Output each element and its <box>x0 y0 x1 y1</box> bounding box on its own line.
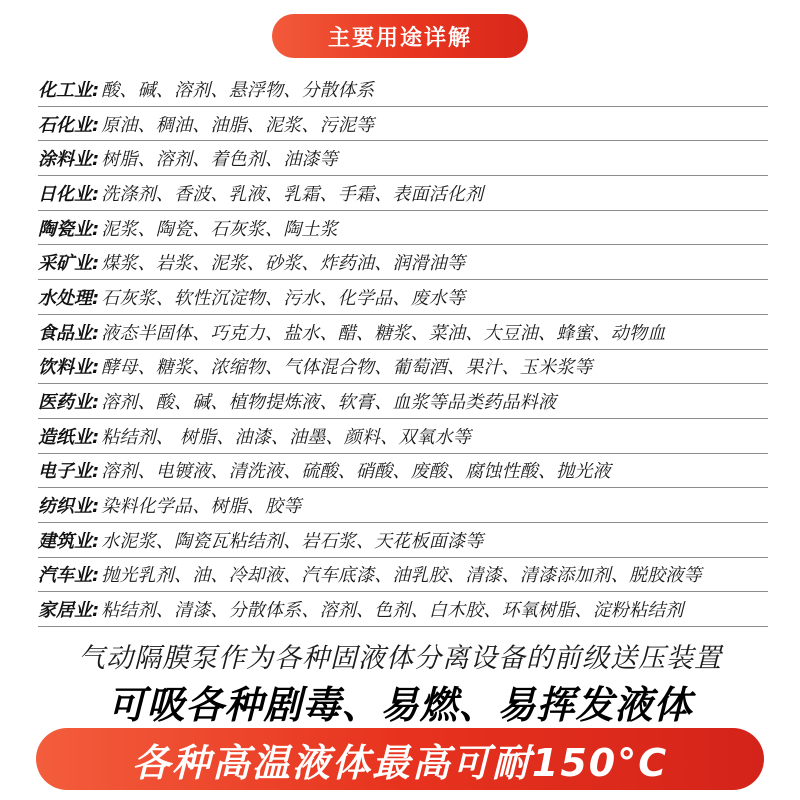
industry-row <box>38 523 768 558</box>
industry-name: 建筑业: <box>38 530 100 552</box>
industry-row <box>38 141 768 176</box>
industry-row <box>38 384 768 419</box>
industry-uses: 溶剂、电镀液、清洗液、硫酸、硝酸、废酸、腐蚀性酸、抛光液 <box>101 461 611 483</box>
industry-name: 陶瓷业: <box>38 218 100 240</box>
industry-uses: 粘结剂、 树脂、油漆、油墨、颜料、双氧水等 <box>101 426 472 448</box>
industry-name: 石化业: <box>38 114 100 136</box>
industry-name: 采矿业: <box>38 253 100 275</box>
industry-name: 造纸业: <box>38 426 100 448</box>
industry-uses: 洗涤剂、香波、乳液、乳霜、手霜、表面活化剂 <box>101 183 484 205</box>
industry-name: 化工业: <box>38 79 100 101</box>
industry-name: 饮料业: <box>38 357 100 379</box>
section-title: 主要用途详解 <box>327 25 472 51</box>
industry-name: 水处理: <box>38 287 100 309</box>
industry-row <box>38 419 768 454</box>
industry-row <box>38 592 768 627</box>
capability-statement: 可吸各种剧毒、易燃、易挥发液体 <box>107 683 693 727</box>
industry-uses: 泥浆、陶瓷、石灰浆、陶土浆 <box>101 218 338 240</box>
industry-name: 电子业: <box>38 461 100 483</box>
industry-row <box>38 280 768 315</box>
industry-uses: 水泥浆、陶瓷瓦粘结剂、岩石浆、天花板面漆等 <box>101 530 484 552</box>
industry-row <box>38 454 768 489</box>
industry-uses: 酸、碱、溶剂、悬浮物、分散体系 <box>101 79 375 101</box>
industry-row <box>38 107 768 142</box>
industry-row <box>38 72 768 107</box>
industry-usage-list <box>38 72 768 627</box>
industry-uses: 抛光乳剂、油、冷却液、汽车底漆、油乳胶、清漆、清漆添加剂、脱胶液等 <box>101 565 702 587</box>
industry-name: 涂料业: <box>38 149 100 171</box>
industry-name: 食品业: <box>38 322 100 344</box>
industry-name: 家居业: <box>38 600 100 622</box>
industry-row <box>38 211 768 246</box>
industry-name: 纺织业: <box>38 496 100 518</box>
industry-row <box>38 245 768 280</box>
industry-uses: 染料化学品、树脂、胶等 <box>101 496 302 518</box>
industry-uses: 煤浆、岩浆、泥浆、砂浆、炸药油、润滑油等 <box>101 253 466 275</box>
section-title-banner <box>272 14 528 58</box>
industry-uses: 树脂、溶剂、着色剂、油漆等 <box>101 149 338 171</box>
temperature-banner <box>36 728 764 790</box>
temperature-text: 各种高温液体最高可耐150°C <box>131 740 669 785</box>
industry-uses: 原油、稠油、油脂、泥浆、污泥等 <box>101 114 375 136</box>
industry-name: 日化业: <box>38 183 100 205</box>
industry-row <box>38 176 768 211</box>
industry-uses: 粘结剂、清漆、分散体系、溶剂、色剂、白木胶、环氧树脂、淀粉粘结剂 <box>101 600 684 622</box>
industry-uses: 酵母、糖浆、浓缩物、气体混合物、葡萄酒、果汁、玉米浆等 <box>101 357 593 379</box>
industry-row <box>38 315 768 350</box>
pump-description: 气动隔膜泵作为各种固液体分离设备的前级送压装置 <box>78 643 722 674</box>
industry-uses: 液态半固体、巧克力、盐水、醋、糖浆、菜油、大豆油、蜂蜜、动物血 <box>101 322 666 344</box>
industry-uses: 溶剂、酸、碱、植物提炼液、软膏、血浆等品类药品料液 <box>101 392 557 414</box>
industry-name: 医药业: <box>38 392 100 414</box>
industry-row <box>38 488 768 523</box>
industry-name: 汽车业: <box>38 565 100 587</box>
industry-row <box>38 350 768 385</box>
industry-uses: 石灰浆、软性沉淀物、污水、化学品、废水等 <box>101 287 466 309</box>
industry-row <box>38 558 768 593</box>
